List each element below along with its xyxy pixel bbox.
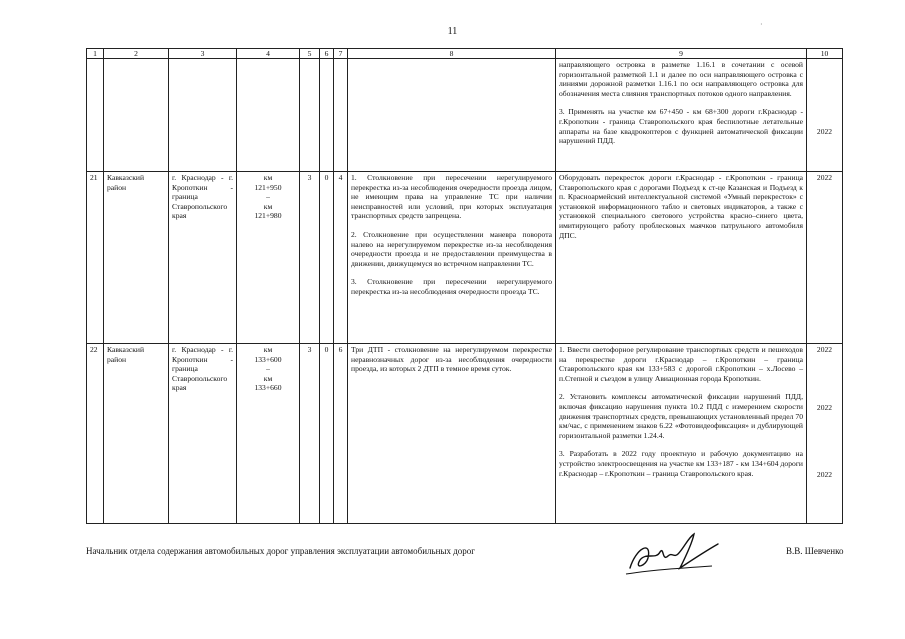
road-cell: г. Краснодар - г. Кропоткин - граница Ставропольского края (169, 172, 237, 344)
header-cell: 2 (104, 49, 169, 59)
count-cell: 3 (300, 172, 320, 344)
header-cell: 1 (87, 49, 104, 59)
corner-mark: · (760, 20, 763, 29)
road-cell: г. Краснодар - г. Кропоткин - граница Ставропольского края (169, 344, 237, 524)
row-number: 21 (87, 172, 104, 344)
year-cell: 2022 (816, 127, 833, 136)
reasons-cell: Три ДТП - столкновение на нерегулируемом перекрестке неравнозначных дорог из-за несоблюдения очередности проезда, из которых 2 ДТП в темное время суток. (348, 344, 556, 524)
header-cell: 7 (334, 49, 348, 59)
year-cell: 2022 (807, 172, 843, 344)
header-cell: 10 (807, 49, 843, 59)
measures-cell: Оборудовать перекресток дороги г.Краснодар - г.Кропоткин - граница Ставропольского края с дорогами Подъезд к ст-це Казанская и Подъезд к п. Красноармейский интеллектуальной системой «Умный перекресток» с установкой информационного табло и световых индикаторов, а также с установкой специального светового устройства красно–синего цвета, имитирующего работу проблесковых маячков патрульного автомобиля ДПС. (556, 172, 807, 344)
header-cell: 3 (169, 49, 237, 59)
measure-text: направляющего островка в разметке 1.16.1 в сочетании с осевой горизонтальной разметкой 1.1 и далее по оси направляющего островка с линиями дорожной разметки 1.16.1 по оси направляющего островка для обозначения места слияния транспортных потоков одного направления. (559, 60, 803, 98)
header-cell: 9 (556, 49, 807, 59)
district-cell: Кавказский район (104, 172, 169, 344)
reasons-cell: 1. Столкновение при пересечении нерегулируемого перекрестка из-за несоблюдения очередности проезда лицом, не имеющим права на управление ТС при наличии неисправностей или условий, при которых эксплуатация транспортных средств запрещена. 2. Столкновение при осуществлении маневра поворота налево на нерегулируемом перекрестке из-за несоблюдения очередности проезда и не предоставлении преимущества в движении, движущемуся во встречном направлении ТС. 3. Столкновение при пересечении нерегулируемого перекрестка из-за несоблюдения очередности проезда ТС. (348, 172, 556, 344)
measures-cell: 1. Ввести светофорное регулирование транспортных средств и пешеходов на перекрестке дороги г.Краснодар – г.Кропоткин – граница Ставропольского края км 133+583 с дорогой г.Кропоткин – х.Лосево – п.Степной и съездом в улицу Авиационная города Кропоткин. 2. Установить комплексы автоматической фиксации нарушений ПДД, включая фиксацию нарушения пункта 10.2 ПДД с измерением скорости движения транспортных средств, превышающих установленный предел 70 км/час, с применением знаков 6.22 «Фотовидеофиксация» и дублирующей горизонтальной разметки 1.24.4. 3. Разработать в 2022 году проектную и рабочую документацию на устройство электроосвещения на участке км 133+187 - км 134+604 дороги г.Краснодар – г.Кропоткин – граница Ставропольского края. (556, 344, 807, 524)
header-cell: 6 (320, 49, 334, 59)
header-cell: 5 (300, 49, 320, 59)
year-cell: 2022 2022 2022 (807, 344, 843, 524)
measure-text: 3. Применять на участке км 67+450 - км 68+300 дороги г.Краснодар - г.Кропоткин - граница Ставропольского края беспилотные летательные аппараты на базе квадрокоптеров с функцией автоматической фиксации нарушений ПДД. (559, 107, 803, 146)
header-cell: 8 (348, 49, 556, 59)
header-row (87, 49, 843, 59)
signatory-name: В.В. Шевченко (786, 546, 844, 556)
signature-image (622, 530, 732, 580)
count-cell: 0 (320, 172, 334, 344)
header-cell: 4 (237, 49, 300, 59)
count-cell: 4 (334, 172, 348, 344)
table-row (87, 344, 843, 524)
count-cell: 0 (320, 344, 334, 524)
row-number: 22 (87, 344, 104, 524)
km-cell: км 121+950 – км 121+980 (237, 172, 300, 344)
measures-table (86, 48, 843, 524)
table-row-continuation (87, 59, 843, 172)
count-cell: 6 (334, 344, 348, 524)
page-number: 11 (447, 26, 458, 37)
district-cell: Кавказский район (104, 344, 169, 524)
signatory-position: Начальник отдела содержания автомобильных дорог управления эксплуатации автомобильных дорог (86, 546, 475, 556)
count-cell: 3 (300, 344, 320, 524)
table-row (87, 172, 843, 344)
km-cell: км 133+600 – км 133+660 (237, 344, 300, 524)
